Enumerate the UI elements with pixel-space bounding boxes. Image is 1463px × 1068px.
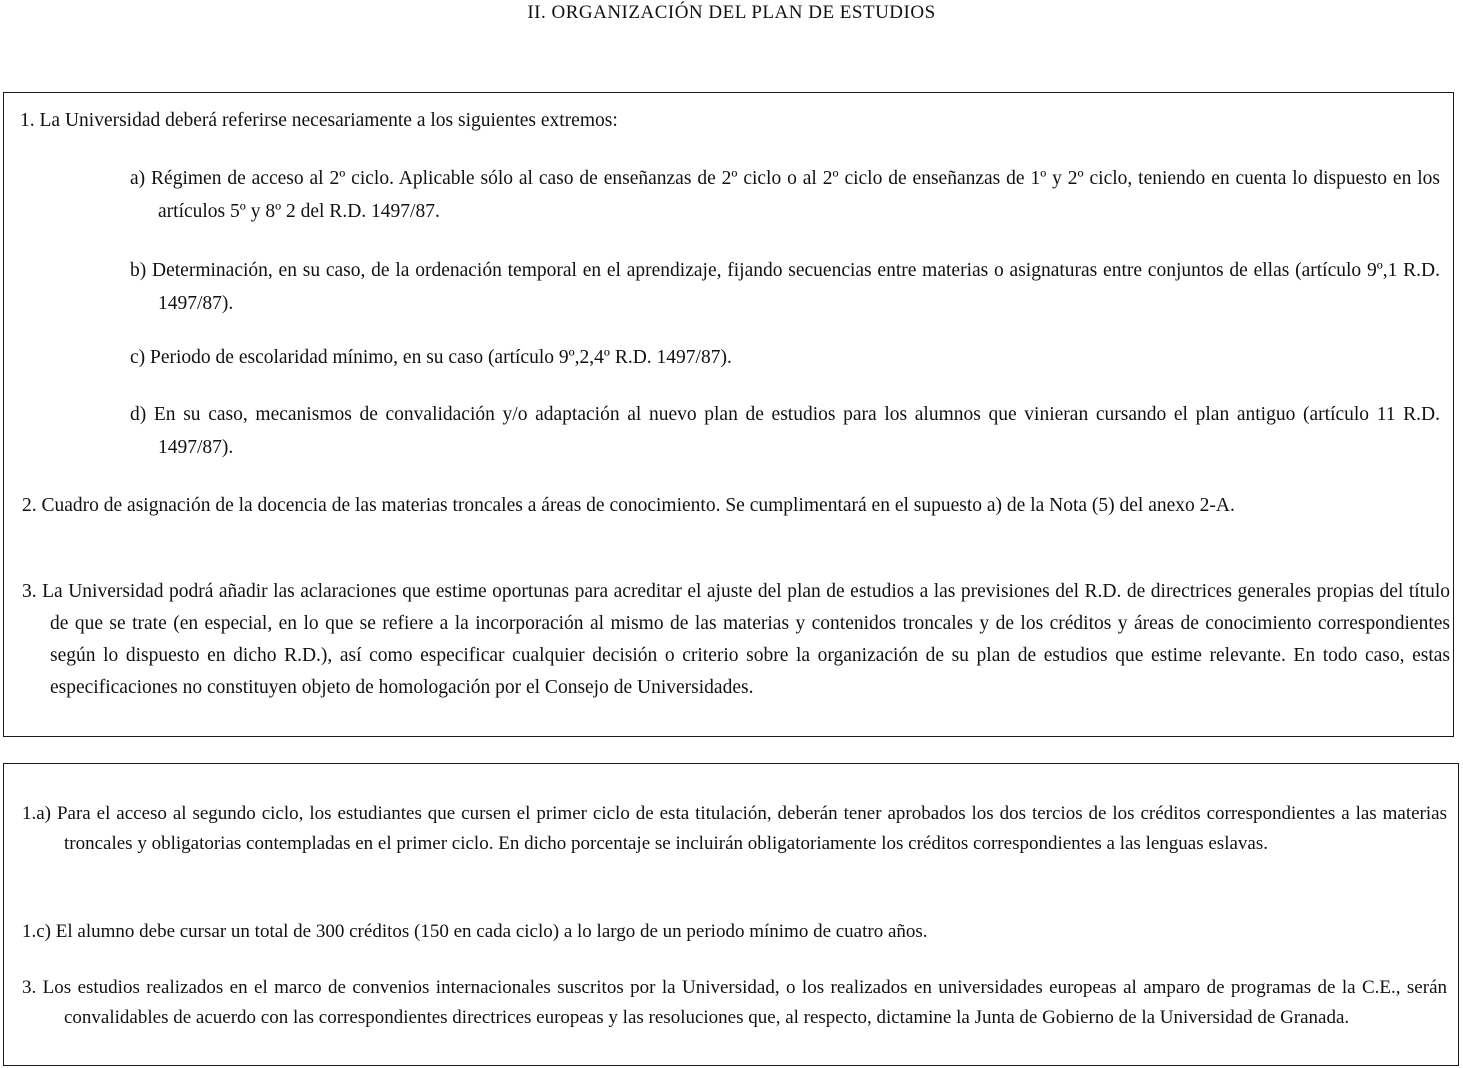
instruction-item-2: 2. Cuadro de asignación de la docencia de las materias troncales a áreas de conocimiento. Se cumplimentará en el supuesto a) de la Nota (5) del anexo 2-A. [22,495,1235,516]
instruction-item-1: 1. La Universidad deberá referirse necesariamente a los siguientes extremos: [20,110,618,131]
instruction-item-1d: d) En su caso, mecanismos de convalidación y/o adaptación al nuevo plan de estudios para los alumnos que vinieran cursando el plan antiguo (artículo 11 R.D. 1497/87). [130,404,1440,458]
answer-item-3: 3. Los estudios realizados en el marco de convenios internacionales suscritos por la Universidad, o los realizados en universidades europeas al amparo de programas de la C.E., serán convalidables de acuerdo con las correspondientes directrices europeas y las resoluciones que, al respecto, dictamine la Junta de Gobierno de la Universidad de Granada. [22,977,1447,1028]
answer-item-1c: 1.c) El alumno debe cursar un total de 300 créditos (150 en cada ciclo) a lo largo de un periodo mínimo de cuatro años. [22,921,928,942]
instruction-item-1c: c) Periodo de escolaridad mínimo, en su caso (artículo 9º,2,4º R.D. 1497/87). [130,347,732,368]
answer-item-1a: 1.a) Para el acceso al segundo ciclo, los estudiantes que cursen el primer ciclo de esta titulación, deberán tener aprobados los dos tercios de los créditos correspondientes a las materias troncales y obligatorias contempladas en el primer ciclo. En dicho porcentaje se incluirán obligatoriamente los créditos correspondientes a las lenguas eslavas. [22,803,1447,854]
page-title: II. ORGANIZACIÓN DEL PLAN DE ESTUDIOS [527,2,936,23]
instruction-item-1a: a) Régimen de acceso al 2º ciclo. Aplicable sólo al caso de enseñanzas de 2º ciclo o al 2º ciclo de enseñanzas de 1º y 2º ciclo, teniendo en cuenta lo dispuesto en los artículos 5º y 8º 2 del R.D. 1497/87. [130,168,1440,222]
instruction-item-1b: b) Determinación, en su caso, de la ordenación temporal en el aprendizaje, fijando secuencias entre materias o asignaturas entre conjuntos de ellas (artículo 9º,1 R.D. 1497/87). [130,260,1440,314]
instruction-item-3: 3. La Universidad podrá añadir las aclaraciones que estime oportunas para acreditar el ajuste del plan de estudios a las previsiones del R.D. de directrices generales propias del título de que se trate (en especial, en lo que se refiere a la incorporación al mismo de las materias y contenidos troncales y de los créditos y áreas de conocimiento correspondientes según lo dispuesto en dicho R.D.), así como especificar cualquier decisión o criterio sobre la organización de su plan de estudios que estime relevante. En todo caso, estas especificaciones no constituyen objeto de homologación por el Consejo de Universidades. [22,581,1450,698]
